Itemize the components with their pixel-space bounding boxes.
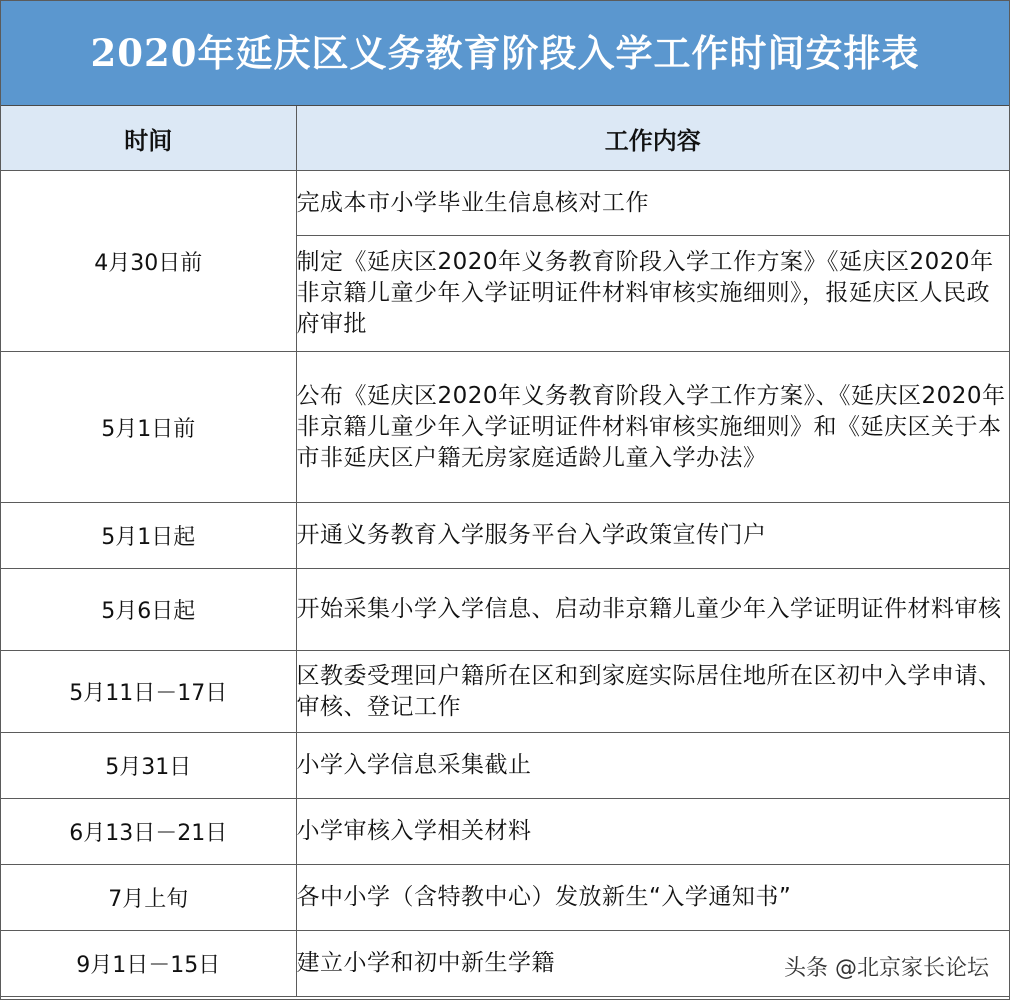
watermark: 头条 @北京家长论坛 xyxy=(784,956,989,981)
table-row xyxy=(1,799,1009,865)
content-cell: 各中小学（含特教中心）发放新生“入学通知书” xyxy=(296,865,1009,931)
content-cell: 公布《延庆区2020年义务教育阶段入学工作方案》、《延庆区2020年非京籍儿童少年入学证明证件材料审核实施细则》和《延庆区关于本市非延庆区户籍无房家庭适龄儿童入学办法》 xyxy=(296,352,1009,503)
time-cell: 7月上旬 xyxy=(1,865,296,931)
content-cell: 小学入学信息采集截止 xyxy=(296,733,1009,799)
content-cell: 完成本市小学毕业生信息核对工作 xyxy=(296,171,1009,236)
time-cell: 5月1日前 xyxy=(1,352,296,503)
time-cell: 5月31日 xyxy=(1,733,296,799)
header-content: 工作内容 xyxy=(296,106,1009,171)
content-cell: 小学审核入学相关材料 xyxy=(296,799,1009,865)
table-row xyxy=(1,865,1009,931)
schedule-table xyxy=(1,106,1009,997)
table-row xyxy=(1,569,1009,651)
time-cell: 5月1日起 xyxy=(1,503,296,569)
header-row xyxy=(1,106,1009,171)
time-cell: 6月13日－21日 xyxy=(1,799,296,865)
content-cell: 开始采集小学入学信息、启动非京籍儿童少年入学证明证件材料审核 xyxy=(296,569,1009,651)
time-cell: 5月11日－17日 xyxy=(1,651,296,733)
table-row xyxy=(1,503,1009,569)
table-row xyxy=(1,171,1009,236)
time-cell: 5月6日起 xyxy=(1,569,296,651)
content-cell: 建立小学和初中新生学籍 xyxy=(296,931,1009,997)
table-row xyxy=(1,733,1009,799)
content-cell: 开通义务教育入学服务平台入学政策宣传门户 xyxy=(296,503,1009,569)
time-cell: 9月1日－15日 xyxy=(1,931,296,997)
time-cell: 4月30日前 xyxy=(1,171,296,352)
header-time: 时间 xyxy=(1,106,296,171)
table-row xyxy=(1,352,1009,503)
table-row xyxy=(1,651,1009,733)
table-title: 2020年延庆区义务教育阶段入学工作时间安排表 xyxy=(1,1,1009,106)
content-cell: 制定《延庆区2020年义务教育阶段入学工作方案》《延庆区2020年非京籍儿童少年入学证明证件材料审核实施细则》，报延庆区人民政府审批 xyxy=(296,236,1009,352)
content-cell: 区教委受理回户籍所在区和到家庭实际居住地所在区初中入学申请、审核、登记工作 xyxy=(296,651,1009,733)
